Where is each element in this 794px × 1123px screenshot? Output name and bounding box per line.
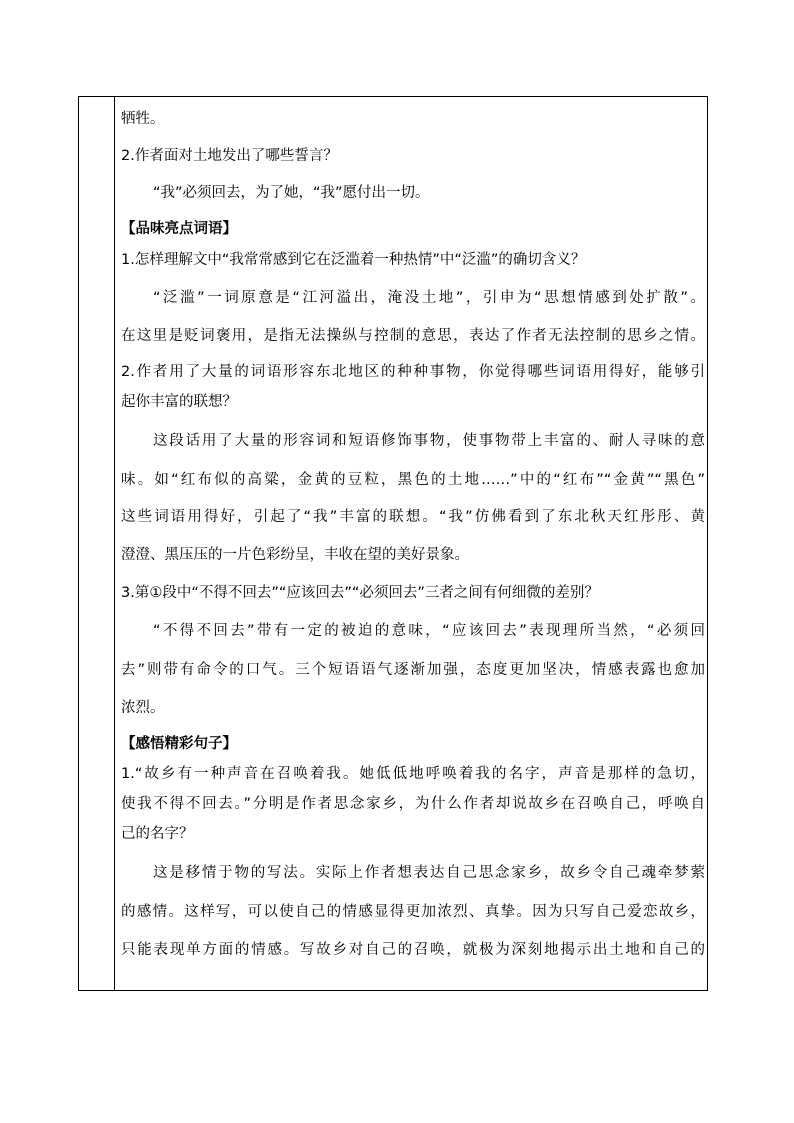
answer-line: 这段话用了大量的形容词和短语修饰事物，使事物带上丰富的、耐人寻味的意 bbox=[153, 433, 705, 449]
answer-line: “我”必须回去，为了她，“我”愿付出一切。 bbox=[153, 185, 430, 201]
answer-line: 浓烈。 bbox=[121, 700, 165, 716]
answer-line: 只能表现单方面的情感。写故乡对自己的召唤，就极为深刻地揭示出土地和自己的 bbox=[121, 942, 705, 958]
answer-line: “不得不回去”带有一定的被迫的意味，“应该回去”表现理所当然，“必须回 bbox=[153, 623, 705, 639]
answer-line: 澄澄、黑压压的一片色彩纷呈，丰收在望的美好景象。 bbox=[121, 547, 469, 563]
question-1: 1.“故乡有一种声音在召唤着我。她低低地呼唤着我的名字，声音是那样的急切， bbox=[121, 766, 705, 782]
text-line: 牺牲。 bbox=[121, 111, 165, 127]
question-3: 3.第①段中“不得不回去”“应该回去”“必须回去”三者之间有何细微的差别？ bbox=[121, 585, 599, 601]
question-2: 2.作者用了大量的词语形容东北地区的种种事物，你觉得哪些词语用得好，能够引 bbox=[121, 364, 705, 380]
section-heading-sentences: 【感悟精彩句子】 bbox=[121, 736, 237, 752]
section-heading-words: 【品味亮点词语】 bbox=[121, 221, 237, 237]
question-2: 2.作者面对土地发出了哪些誓言？ bbox=[121, 148, 338, 164]
answer-line: 的感情。这样写，可以使自己的情感显得更加浓烈、真挚。因为只写自己爱恋故乡， bbox=[121, 904, 705, 920]
question-line: 起你丰富的联想？ bbox=[121, 394, 237, 410]
question-1: 1.怎样理解文中“我常常感到它在泛滥着一种热情”中“泛滥”的确切含义？ bbox=[121, 252, 586, 268]
answer-line: 这些词语用得好，引起了“我”丰富的联想。“我”仿佛看到了东北秋天红彤彤、黄 bbox=[121, 509, 705, 525]
answer-line: “泛滥”一词原意是“江河溢出，淹没土地”，引申为“思想情感到处扩散”。 bbox=[153, 290, 705, 306]
content-table bbox=[78, 96, 708, 991]
answer-line: 在这里是贬词褒用，是指无法操纵与控制的意思，表达了作者无法控制的思乡之情。 bbox=[121, 328, 705, 344]
answer-line: 去”则带有命令的口气。三个短语语气逐渐加强，态度更加坚决，情感表露也愈加 bbox=[121, 662, 705, 678]
answer-line: 味。如“红布似的高粱，金黄的豆粒，黑色的土地……”中的“红布”“金黄”“黑色” bbox=[121, 472, 705, 488]
question-line: 使我不得不回去。”分明是作者思念家乡，为什么作者却说故乡在召唤自己，呼唤自 bbox=[121, 796, 705, 812]
answer-line: 这是移情于物的写法。实际上作者想表达自己思念家乡，故乡令自己魂牵梦萦 bbox=[153, 865, 705, 881]
column-divider bbox=[114, 97, 115, 990]
question-line: 己的名字？ bbox=[121, 826, 194, 842]
